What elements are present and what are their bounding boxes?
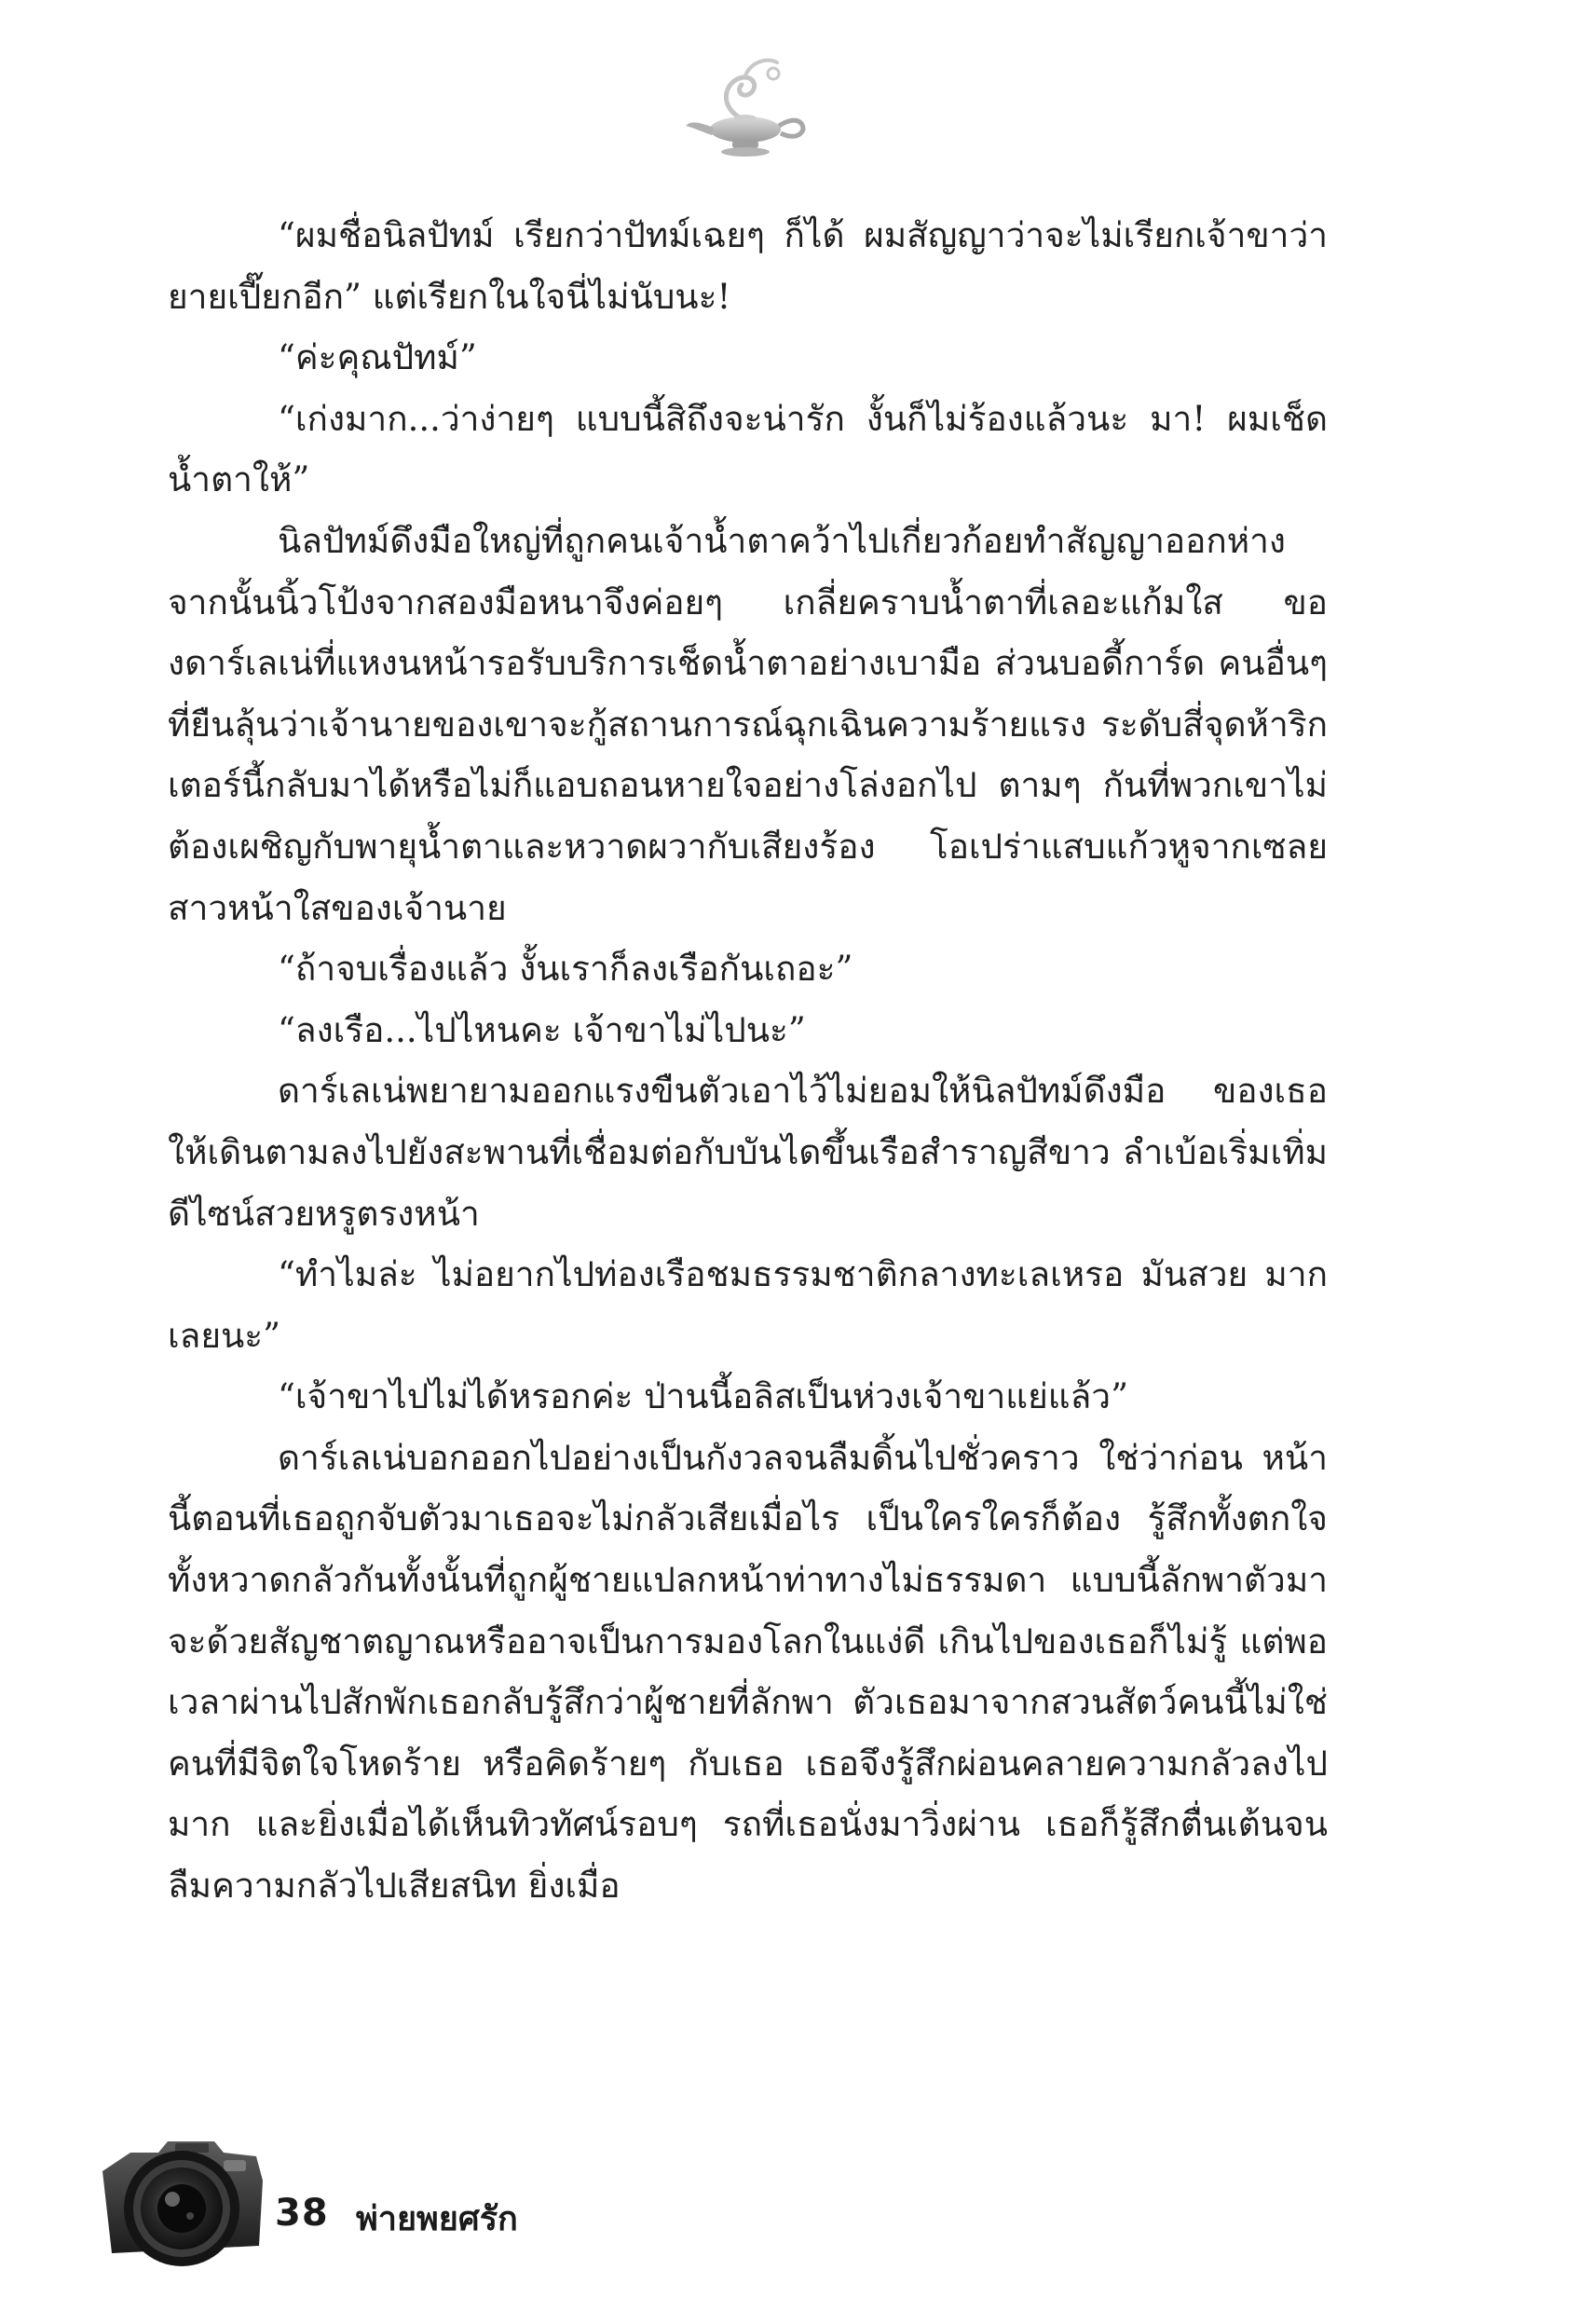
paragraph-6: “ลงเรือ...ไปไหนคะ เจ้าขาไม่ไปนะ” xyxy=(278,1009,806,1050)
page-number: 38 xyxy=(275,2192,329,2235)
paragraph-4: นิลปัทม์ดึงมือใหญ่ที่ถูกคนเจ้าน้ำตาคว้าไปเกี่ยวก้อยทำสัญญาออกห่าง จากนั้นนิ้วโป้งจากสองมือหนาจึงค่อยๆ เกลี่ยคราบน้ำตาที่เลอะแก้มใส ของดาร์เลเน่ที่แหงนหน้ารอรับบริการเช็ดน้ำตาอย่างเบามือ ส่วนบอดี้การ์ด คนอื่นๆ ที่ยืนลุ้นว่าเจ้านายของเขาจะกู้สถานการณ์ฉุกเฉินความร้ายแรง ระดับสี่จุดห้าริกเตอร์นี้กลับมาได้หรือไม่ก็แอบถอนหายใจอย่างโล่งอกไป ตามๆ กันที่พวกเขาไม่ต้องเผชิญกับพายุน้ำตาและหวาดผวากับเสียงร้อง โอเปร่าแสบแก้วหูจากเซลยสาวหน้าใสของเจ้านาย xyxy=(168,520,1328,928)
paragraph-8: “ทำไมล่ะ ไม่อยากไปท่องเรือชมธรรมชาติกลางทะเลเหรอ มันสวย มากเลยนะ” xyxy=(168,1254,1328,1356)
paragraph-3: “เก่งมาก...ว่าง่ายๆ แบบนี้สิถึงจะน่ารัก งั้นก็ไม่ร้องแล้วนะ มา! ผมเช็ดน้ำตาให้” xyxy=(168,398,1328,500)
paragraph-9: “เจ้าขาไปไม่ได้หรอกค่ะ ป่านนี้อลิสเป็นห่วงเจ้าขาแย่แล้ว” xyxy=(278,1376,1128,1417)
paragraph-1: “ผมชื่อนิลปัทม์ เรียกว่าปัทม์เฉยๆ ก็ได้ ผมสัญญาว่าจะไม่เรียกเจ้าขาว่ายายเปี๊ยกอีก” แต่เรียกในใจนี่ไม่นับนะ! xyxy=(168,215,1328,317)
genie-lamp-icon xyxy=(680,51,811,163)
page-footer xyxy=(93,2115,745,2274)
camera-icon xyxy=(93,2115,270,2274)
paragraph-10: ดาร์เลเน่บอกออกไปอย่างเป็นกังวลจนลืมดิ้นไปชั่วคราว ใช่ว่าก่อน หน้านี้ตอนที่เธอถูกจับตัวมาเธอจะไม่กลัวเสียเมื่อไร เป็นใครใครก็ต้อง รู้สึกทั้งตกใจทั้งหวาดกลัวกันทั้งนั้นที่ถูกผู้ชายแปลกหน้าท่าทางไม่ธรรมดา แบบนี้ลักพาตัวมา จะด้วยสัญชาตญาณหรืออาจเป็นการมองโลกในแง่ดี เกินไปของเธอก็ไม่รู้ แต่พอเวลาผ่านไปสักพักเธอกลับรู้สึกว่าผู้ชายที่ลักพา ตัวเธอมาจากสวนสัตว์คนนี้ไม่ใช่คนที่มีจิตใจโหดร้าย หรือคิดร้ายๆ กับเธอ เธอจึงรู้สึกผ่อนคลายความกลัวลงไปมาก และยิ่งเมื่อได้เห็นทิวทัศน์รอบๆ รถที่เธอนั่งมาวิ่งผ่าน เธอก็รู้สึกตื่นเต้นจนลืมความกลัวไปเสียสนิท ยิ่งเมื่อ xyxy=(168,1437,1328,1907)
paragraph-5: “ถ้าจบเรื่องแล้ว งั้นเราก็ลงเรือกันเถอะ” xyxy=(278,949,853,990)
story-text xyxy=(168,205,1328,1917)
paragraph-7: ดาร์เลเน่พยายามออกแรงขืนตัวเอาไว้ไม่ยอมให้นิลปัทม์ดึงมือ ของเธอให้เดินตามลงไปยังสะพานที่เชื่อมต่อกับบันไดขึ้นเรือสำราญสีขาว ลำเบ้อเริ่มเทิ่มดีไซน์สวยหรูตรงหน้า xyxy=(168,1071,1328,1234)
book-title: พ่ายพยศรัก xyxy=(356,2200,518,2238)
paragraph-2: “ค่ะคุณปัทม์” xyxy=(278,337,477,378)
